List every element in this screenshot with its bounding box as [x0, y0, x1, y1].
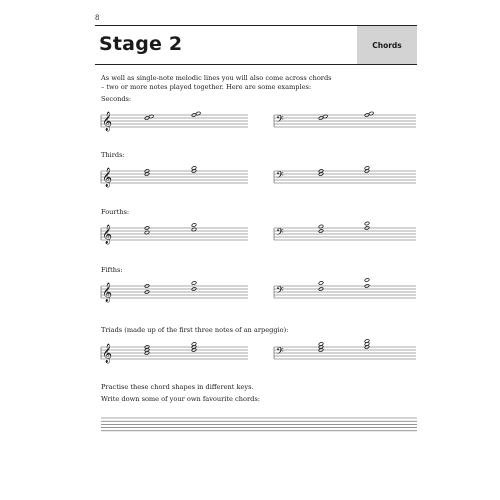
treble-staff — [101, 171, 248, 183]
treble-chord — [144, 169, 149, 176]
fifths-label: Fifths: — [101, 266, 123, 274]
bass-staff — [274, 228, 416, 240]
bass-chord — [364, 221, 369, 230]
treble-staff — [101, 115, 248, 127]
bass-staff — [274, 171, 416, 183]
treble-clef-icon: 𝄞 — [102, 282, 113, 303]
write-down-text: Write down some of your own favourite chords: — [101, 395, 260, 403]
thirds-label: Thirds: — [101, 151, 125, 159]
blank-writing-staff — [101, 418, 417, 431]
whole-note — [191, 281, 196, 285]
bass-staff — [274, 115, 416, 127]
treble-clef-icon: 𝄞 — [102, 167, 113, 188]
fourths-label: Fourths: — [101, 208, 130, 216]
whole-note — [318, 281, 323, 285]
bass-clef-icon: 𝄢 — [276, 345, 284, 360]
page-number: 8 — [95, 14, 100, 22]
bass-chord — [364, 166, 369, 173]
treble-clef-icon: 𝄞 — [102, 224, 113, 245]
treble-chord — [191, 111, 201, 117]
whole-note — [364, 278, 369, 282]
whole-note — [191, 223, 196, 227]
treble-chord — [144, 226, 149, 235]
treble-chord — [191, 223, 196, 232]
treble-chord — [191, 166, 196, 173]
intro-line-2: – two or more notes played together. Here are some examples: — [101, 83, 312, 91]
whole-note — [364, 221, 369, 225]
bass-chord — [364, 111, 374, 117]
treble-clef-icon: 𝄞 — [102, 343, 113, 364]
page-title: Stage 2 — [99, 33, 183, 55]
seconds-label: Seconds: — [101, 95, 132, 103]
bass-staff — [274, 286, 416, 298]
bass-staff — [274, 347, 416, 359]
bass-chord — [364, 278, 369, 288]
bass-chord — [318, 169, 323, 176]
treble-staff — [101, 286, 248, 298]
treble-clef-icon: 𝄞 — [102, 111, 113, 132]
intro-line-1: As well as single-note melodic lines you will also come across chords — [101, 74, 332, 82]
treble-staff — [101, 228, 248, 240]
bass-clef-icon: 𝄢 — [276, 169, 284, 184]
section-tab-label: Chords — [372, 40, 402, 50]
triads-label: Triads (made up of the first three notes of an arpeggio): — [101, 326, 289, 334]
bass-chord — [364, 339, 369, 349]
treble-staff — [101, 347, 248, 359]
practise-text: Practise these chord shapes in different keys. — [101, 383, 254, 391]
bass-clef-icon: 𝄢 — [276, 113, 284, 128]
bass-clef-icon: 𝄢 — [276, 284, 284, 299]
bass-clef-icon: 𝄢 — [276, 226, 284, 241]
bass-chord — [318, 224, 323, 233]
